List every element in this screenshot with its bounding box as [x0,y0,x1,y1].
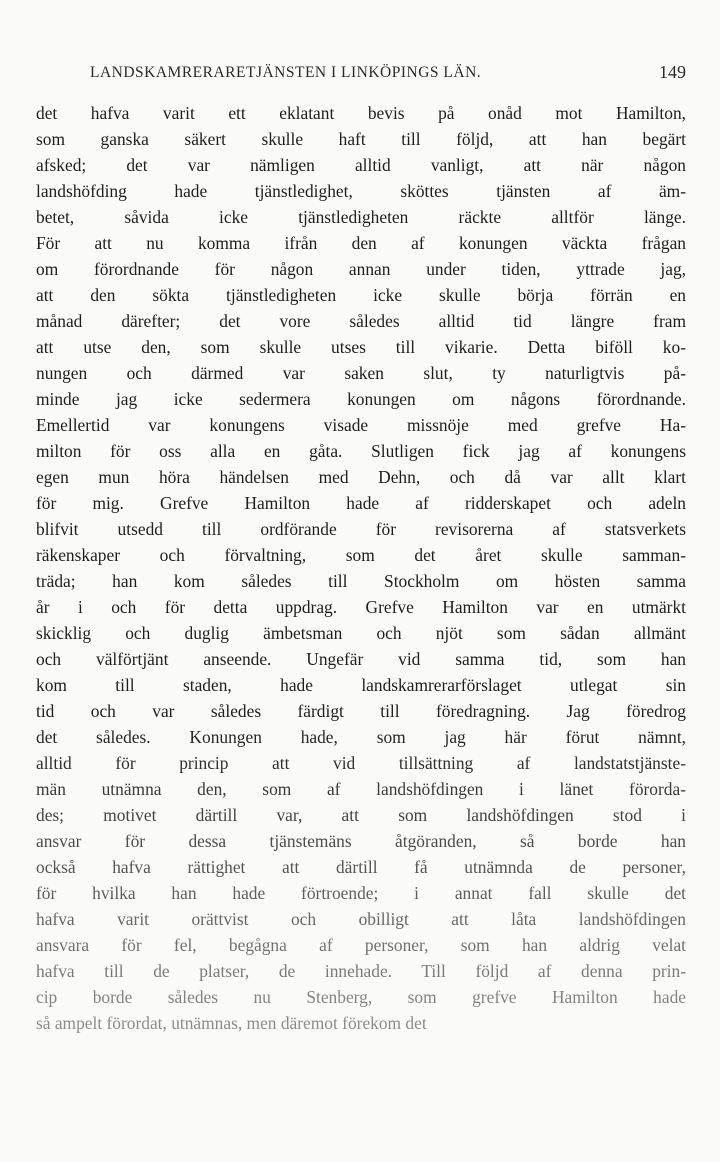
text-line: hafva till de platser, de innehade. Till följd af denna prin- [36,961,686,981]
running-head [90,64,686,90]
text-line: räkenskaper och förvaltning, som det året skulle samman- [36,545,686,565]
text-line: För att nu komma ifrån den af konungen väckta frågan [36,233,686,253]
page-number: 149 [659,62,686,82]
text-line: det hafva varit ett eklatant bevis på onåd mot Hamilton, [36,103,686,123]
text-line: hafva varit orättvist och obilligt att låta landshöfdingen [36,909,686,929]
text-line: des; motivet därtill var, att som landshöfdingen stod i [36,805,686,825]
text-line: män utnämna den, som af landshöfdingen i länet förorda- [36,779,686,799]
text-line: för hvilka han hade förtroende; i annat fall skulle det [36,883,686,903]
text-line: om förordnande för någon annan under tiden, yttrade jag, [36,259,686,279]
text-line: som ganska säkert skulle haft till följd, att han begärt [36,129,686,149]
text-line: cip borde således nu Stenberg, som grefve Hamilton hade [36,987,686,1007]
text-line: Emellertid var konungens visade missnöje med grefve Ha- [36,415,686,435]
text-line: ansvara för fel, begågna af personer, som han aldrig velat [36,935,686,955]
text-line: nungen och därmed var saken slut, ty naturligtvis på- [36,363,686,383]
text-line: tid och var således färdigt till föredragning. Jag föredrog [36,701,686,721]
text-line: så ampelt förordat, utnämnas, men däremot förekom det [36,1013,427,1033]
text-line: månad därefter; det vore således alltid tid längre fram [36,311,686,331]
text-line: kom till staden, hade landskamrerarförslaget utlegat sin [36,675,686,695]
text-line: blifvit utsedd till ordförande för revisorerna af statsverkets [36,519,686,539]
running-title: LANDSKAMRERARETJÄNSTEN I LINKÖPINGS LÄN. [90,64,482,81]
text-line: milton för oss alla en gåta. Slutligen fick jag af konungens [36,441,686,461]
text-line: skicklig och duglig ämbetsman och njöt som sådan allmänt [36,623,686,643]
text-line: minde jag icke sedermera konungen om någons förordnande. [36,389,686,409]
text-line: för mig. Grefve Hamilton hade af ridderskapet och adeln [36,493,686,513]
text-line: landshöfding hade tjänstledighet, sköttes tjänsten af äm- [36,181,686,201]
text-line: träda; han kom således till Stockholm om hösten samma [36,571,686,591]
text-line: ansvar för dessa tjänstemäns åtgöranden, så borde han [36,831,686,851]
text-line: att utse den, som skulle utses till vikarie. Detta biföll ko- [36,337,686,357]
text-line: egen mun höra händelsen med Dehn, och då var allt klart [36,467,686,487]
text-line: att den sökta tjänstledigheten icke skulle börja förrän en [36,285,686,305]
text-line: år i och för detta uppdrag. Grefve Hamilton var en utmärkt [36,597,686,617]
text-line: betet, såvida icke tjänstledigheten räckte alltför länge. [36,207,686,227]
text-line: också hafva rättighet att därtill få utnämnda de personer, [36,857,686,877]
text-line: och välförtjänt anseende. Ungefär vid samma tid, som han [36,649,686,669]
text-line: afsked; det var nämligen alltid vanligt, att när någon [36,155,686,175]
text-line: alltid för princip att vid tillsättning af landstatstjänste- [36,753,686,773]
text-line: det således. Konungen hade, som jag här förut nämnt, [36,727,686,747]
body-text [36,100,686,1036]
